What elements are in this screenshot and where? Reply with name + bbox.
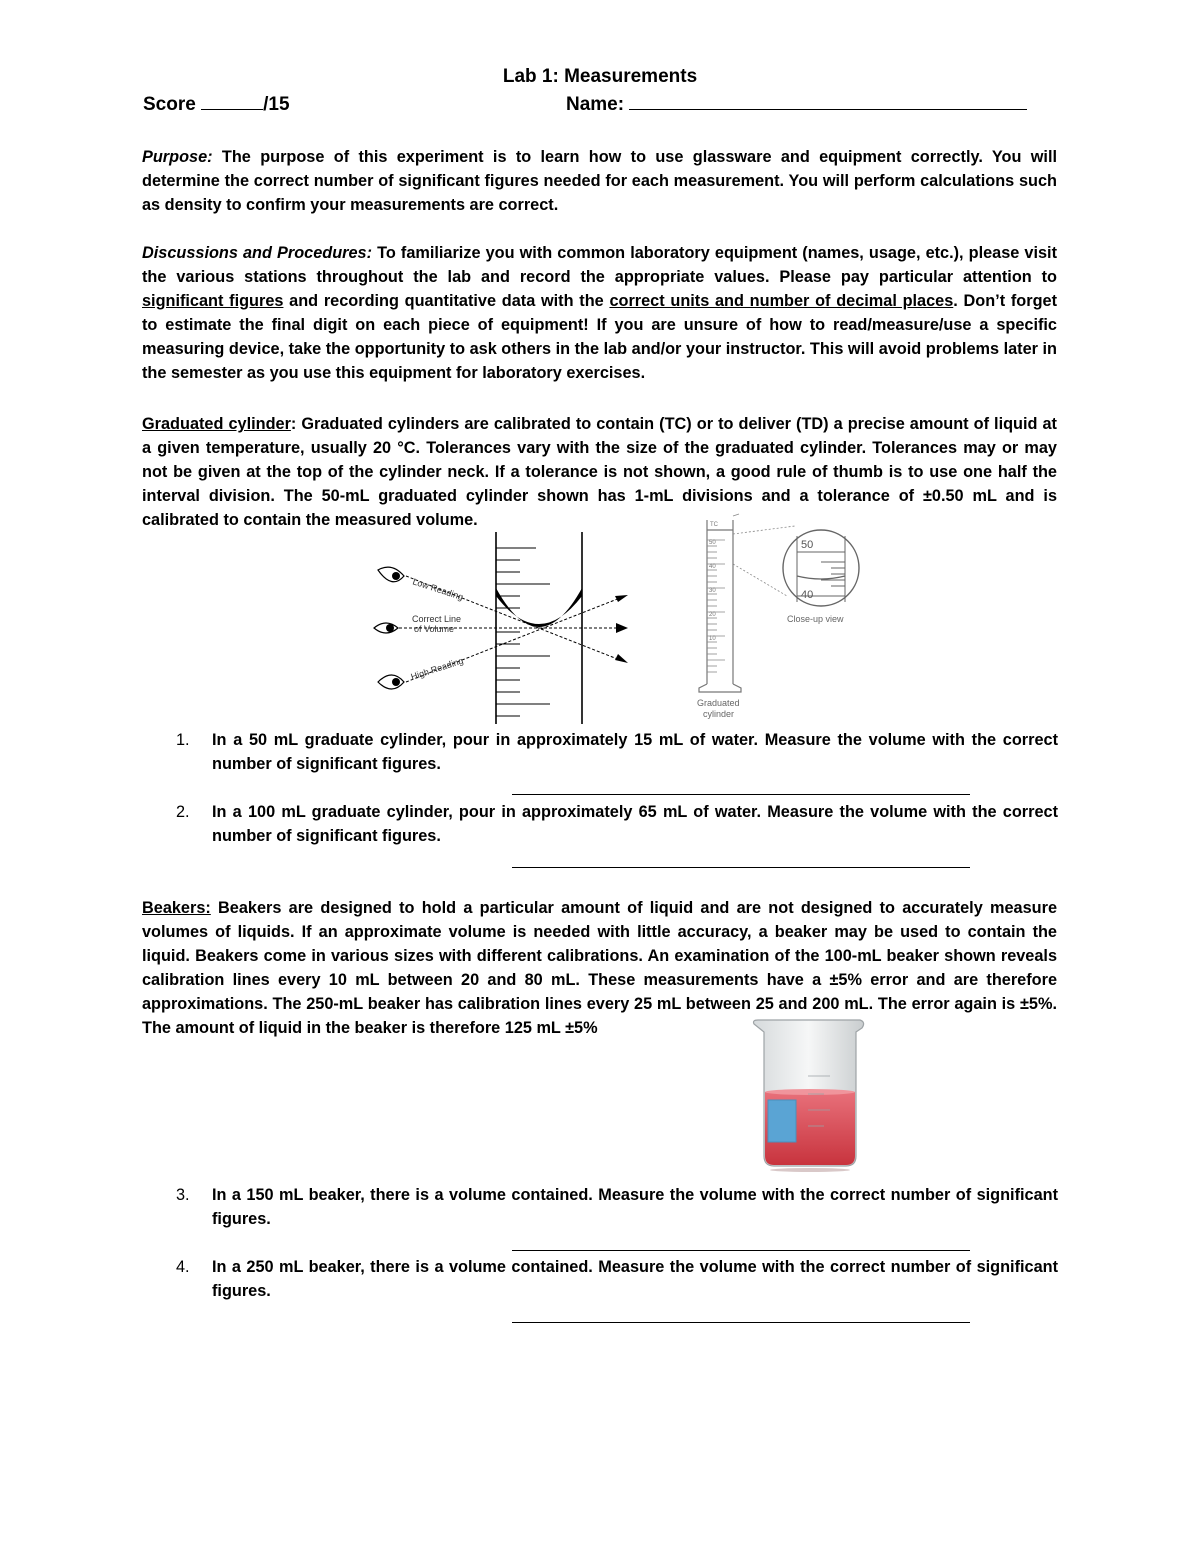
question-number: 3. [176,1186,190,1204]
question-text: In a 50 mL graduate cylinder, pour in approximately 15 mL of water. Measure the volume with the correct number of significant figures. [212,731,1058,773]
cyl-tick-top: TC [710,522,718,528]
discussion-label: Discussions and Procedures: [142,244,373,262]
graduated-cylinder-paragraph [142,412,1057,532]
score-label: Score [143,94,196,115]
cylinder-caption-1: Graduated [697,698,740,708]
answer-line-4[interactable] [512,1322,970,1323]
name-field [566,94,1027,116]
question-number: 2. [176,803,190,821]
discussion-underline-2: correct units and number of decimal places [609,292,954,310]
question-1 [176,728,1058,776]
question-3 [176,1183,1058,1231]
beakers-text: Beakers are designed to hold a particular amount of liquid and are not designed to accurately measure volumes of liquids. If an approximate volume is needed with little accuracy, a beaker may be used to contain the liquid. Beakers come in various sizes with different calibrations. An examination of the 100-mL beaker shown reveals calibration lines every 10 mL between 20 and 80 mL. These measurements have a ±5% error and are therefore approximations. The 250-mL beaker has calibration lines every 25 mL between 25 and 200 mL. The error again is ±5%. The amount of liquid in the beaker is therefore 125 mL ±5% [142,899,1057,1037]
closeup-40: 40 [801,589,814,601]
beakers-paragraph [142,896,1057,1040]
graduated-label: Graduated cylinder [142,415,291,433]
cyl-tick-20: 20 [709,612,716,618]
closeup-50: 50 [801,539,814,551]
purpose-text: The purpose of this experiment is to learn how to use glassware and equipment correctly. You will determine the correct number of significant figures needed for each measurement. You will perform calculations such as density to confirm your measurements are correct. [142,148,1057,214]
score-field [143,94,290,116]
discussion-underline-1: significant figures [142,292,284,310]
answer-line-2[interactable] [512,867,970,868]
cyl-tick-50: 50 [709,540,716,546]
closeup-caption: Close-up view [787,614,844,624]
answer-line-3[interactable] [512,1250,970,1251]
discussion-text-3: . Don’t forget to estimate the final digit on each piece of equipment! If you are unsure of how to read/measure/use a specific measuring device, take the opportunity to ask others in the lab and/or your instructor. This will avoid problems later in the semester as you use this equipment for laboratory exercises. [142,292,1057,382]
purpose-paragraph [142,145,1057,217]
question-number: 1. [176,731,190,749]
beaker-illustration [748,1016,870,1172]
graduated-cylinder-figure [695,512,865,722]
cyl-tick-30: 30 [709,588,716,594]
cyl-tick-10: 10 [709,636,716,642]
question-2 [176,800,1058,848]
beakers-label: Beakers: [142,899,211,917]
answer-line-1[interactable] [512,794,970,795]
meniscus-diagram [370,532,640,724]
question-text: In a 250 mL beaker, there is a volume contained. Measure the volume with the correct number of significant figures. [212,1258,1058,1300]
page-title: Lab 1: Measurements [502,66,698,87]
discussion-paragraph [142,241,1057,385]
low-reading-label: Low Reading [411,576,465,603]
discussion-text-1: To familiarize you with common laboratory equipment (names, usage, etc.), please visit the various stations throughout the lab and record the appropriate values. Please pay particular attention to [142,244,1058,286]
discussion-text-2: and recording quantitative data with the [283,292,610,310]
graduated-text: : Graduated cylinders are calibrated to contain (TC) or to deliver (TD) a precise amount of liquid at a given temperature, usually 20 °C. Tolerances vary with the size of the graduated cylinder. Tolerances may or may not be given at the top of the cylinder neck. If a tolerance is not shown, a good rule of thumb is to use one half the interval division. The 50-mL graduated cylinder shown has 1-mL divisions and a tolerance of ±0.50 mL and is calibrated to contain the measured volume. [142,415,1057,529]
correct-line-label-1: Correct Line [412,614,462,624]
question-text: In a 150 mL beaker, there is a volume contained. Measure the volume with the correct number of significant figures. [212,1186,1058,1228]
high-reading-label: High Reading [409,655,465,682]
cylinder-caption-2: cylinder [703,709,735,719]
question-number: 4. [176,1258,190,1276]
score-total: /15 [263,94,290,115]
correct-line-label-2: of Volume [414,624,455,634]
score-blank[interactable] [201,109,263,110]
name-blank[interactable] [629,109,1027,110]
question-4 [176,1255,1058,1303]
cyl-tick-40: 40 [709,564,716,570]
question-text: In a 100 mL graduate cylinder, pour in approximately 65 mL of water. Measure the volume with the correct number of significant figures. [212,803,1058,845]
purpose-label: Purpose: [142,148,213,166]
name-label: Name: [566,94,625,115]
